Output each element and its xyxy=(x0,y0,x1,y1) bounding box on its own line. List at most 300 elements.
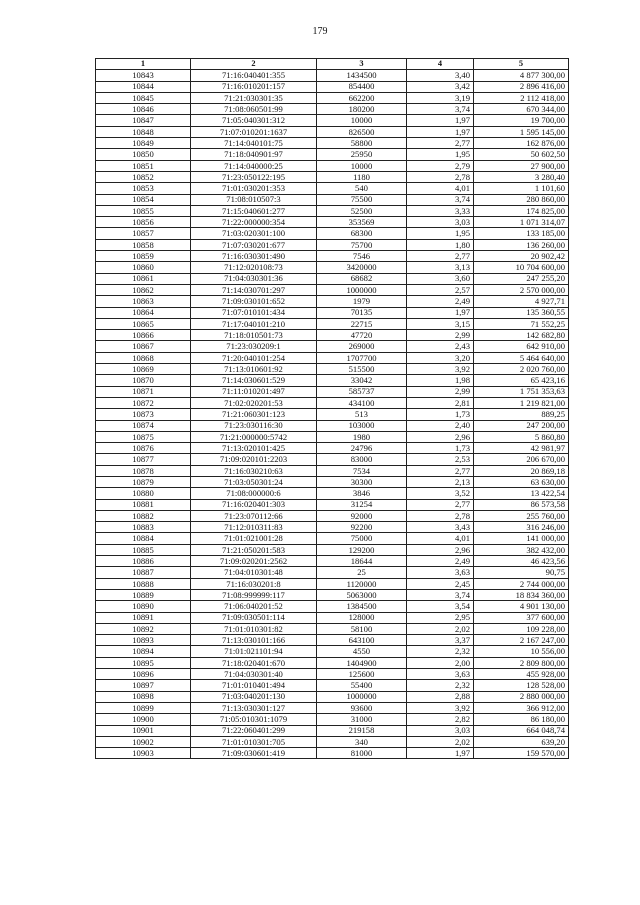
area-cell: 129200 xyxy=(317,544,407,555)
rate-cell: 1,80 xyxy=(407,239,474,250)
rate-cell: 3,60 xyxy=(407,273,474,284)
table-row xyxy=(96,589,569,600)
table-row xyxy=(96,228,569,239)
rate-cell: 3,63 xyxy=(407,669,474,680)
rate-cell: 2,99 xyxy=(407,386,474,397)
cadastral-number-cell: 71:13:030101:166 xyxy=(191,635,317,646)
table-row xyxy=(96,669,569,680)
area-cell: 643100 xyxy=(317,635,407,646)
cadastral-value-cell: 664 048,74 xyxy=(474,725,569,736)
record-number-cell: 10890 xyxy=(96,601,191,612)
cadastral-value-cell: 136 260,00 xyxy=(474,239,569,250)
area-cell: 269000 xyxy=(317,341,407,352)
record-number-cell: 10847 xyxy=(96,115,191,126)
record-number-cell: 10897 xyxy=(96,680,191,691)
table-row xyxy=(96,601,569,612)
record-number-cell: 10864 xyxy=(96,307,191,318)
area-cell: 1384500 xyxy=(317,601,407,612)
area-cell: 33042 xyxy=(317,375,407,386)
record-number-cell: 10856 xyxy=(96,217,191,228)
cadastral-number-cell: 71:09:030501:114 xyxy=(191,612,317,623)
record-number-cell: 10874 xyxy=(96,420,191,431)
cadastral-number-cell: 71:18:010501:73 xyxy=(191,330,317,341)
record-number-cell: 10871 xyxy=(96,386,191,397)
rate-cell: 2,13 xyxy=(407,476,474,487)
area-cell: 25 xyxy=(317,567,407,578)
area-cell: 10000 xyxy=(317,160,407,171)
area-cell: 81000 xyxy=(317,748,407,759)
cadastral-value-cell: 670 344,00 xyxy=(474,104,569,115)
cadastral-value-cell: 133 185,00 xyxy=(474,228,569,239)
table-row xyxy=(96,341,569,352)
cadastral-number-cell: 71:02:020201:53 xyxy=(191,397,317,408)
record-number-cell: 10862 xyxy=(96,284,191,295)
area-cell: 18644 xyxy=(317,556,407,567)
table-row xyxy=(96,510,569,521)
cadastral-value-cell: 247 255,20 xyxy=(474,273,569,284)
cadastral-number-cell: 71:01:010301:705 xyxy=(191,736,317,747)
area-cell: 1707700 xyxy=(317,352,407,363)
table-row xyxy=(96,657,569,668)
rate-cell: 3,03 xyxy=(407,725,474,736)
rate-cell: 2,78 xyxy=(407,510,474,521)
area-cell: 75700 xyxy=(317,239,407,250)
table-body xyxy=(96,70,569,759)
rate-cell: 2,88 xyxy=(407,691,474,702)
area-cell: 3420000 xyxy=(317,262,407,273)
record-number-cell: 10903 xyxy=(96,748,191,759)
rate-cell: 4,01 xyxy=(407,533,474,544)
cadastral-value-cell: 135 360,55 xyxy=(474,307,569,318)
cadastral-number-cell: 71:07:010101:434 xyxy=(191,307,317,318)
record-number-cell: 10879 xyxy=(96,476,191,487)
area-cell: 68682 xyxy=(317,273,407,284)
table-row xyxy=(96,194,569,205)
cadastral-number-cell: 71:18:020401:670 xyxy=(191,657,317,668)
table-row xyxy=(96,646,569,657)
cadastral-number-cell: 71:15:040601:277 xyxy=(191,205,317,216)
cadastral-number-cell: 71:16:040401:355 xyxy=(191,70,317,81)
area-cell: 1180 xyxy=(317,171,407,182)
area-cell: 75500 xyxy=(317,194,407,205)
cadastral-value-cell: 206 670,00 xyxy=(474,454,569,465)
cadastral-number-cell: 71:16:030210:63 xyxy=(191,465,317,476)
table-row xyxy=(96,409,569,420)
rate-cell: 3,19 xyxy=(407,92,474,103)
area-cell: 219158 xyxy=(317,725,407,736)
rate-cell: 1,97 xyxy=(407,126,474,137)
cadastral-number-cell: 71:16:020401:303 xyxy=(191,499,317,510)
area-cell: 854400 xyxy=(317,81,407,92)
table-row xyxy=(96,364,569,375)
cadastral-number-cell: 71:08:060501:99 xyxy=(191,104,317,115)
rate-cell: 2,40 xyxy=(407,420,474,431)
cadastral-value-cell: 46 423,56 xyxy=(474,556,569,567)
area-cell: 58800 xyxy=(317,138,407,149)
cadastral-number-cell: 71:16:030201:8 xyxy=(191,578,317,589)
cadastral-number-cell: 71:21:000000:5742 xyxy=(191,431,317,442)
record-number-cell: 10884 xyxy=(96,533,191,544)
cadastral-value-cell: 366 912,00 xyxy=(474,702,569,713)
area-cell: 826500 xyxy=(317,126,407,137)
table-row xyxy=(96,171,569,182)
rate-cell: 1,97 xyxy=(407,115,474,126)
table-row xyxy=(96,488,569,499)
area-cell: 83000 xyxy=(317,454,407,465)
rate-cell: 2,00 xyxy=(407,657,474,668)
cadastral-value-cell: 4 901 130,00 xyxy=(474,601,569,612)
record-number-cell: 10860 xyxy=(96,262,191,273)
cadastral-number-cell: 71:21:030301:35 xyxy=(191,92,317,103)
record-number-cell: 10896 xyxy=(96,669,191,680)
rate-cell: 1,73 xyxy=(407,443,474,454)
record-number-cell: 10861 xyxy=(96,273,191,284)
cadastral-number-cell: 71:23:050122:195 xyxy=(191,171,317,182)
area-cell: 25950 xyxy=(317,149,407,160)
area-cell: 92000 xyxy=(317,510,407,521)
area-cell: 75000 xyxy=(317,533,407,544)
rate-cell: 1,97 xyxy=(407,748,474,759)
table-row xyxy=(96,465,569,476)
cadastral-value-cell: 71 552,25 xyxy=(474,318,569,329)
rate-cell: 2,96 xyxy=(407,431,474,442)
cadastral-number-cell: 71:16:030301:490 xyxy=(191,251,317,262)
cadastral-number-cell: 71:07:010201:1637 xyxy=(191,126,317,137)
cadastral-number-cell: 71:01:010401:494 xyxy=(191,680,317,691)
table-row xyxy=(96,499,569,510)
record-number-cell: 10877 xyxy=(96,454,191,465)
cadastral-value-cell: 247 200,00 xyxy=(474,420,569,431)
area-cell: 22715 xyxy=(317,318,407,329)
cadastral-number-cell: 71:05:010301:1079 xyxy=(191,714,317,725)
record-number-cell: 10851 xyxy=(96,160,191,171)
cadastral-value-cell: 3 280,40 xyxy=(474,171,569,182)
table-row xyxy=(96,239,569,250)
table-row xyxy=(96,556,569,567)
cadastral-number-cell: 71:08:000000:6 xyxy=(191,488,317,499)
cadastral-number-cell: 71:01:021101:94 xyxy=(191,646,317,657)
cadastral-value-cell: 455 928,00 xyxy=(474,669,569,680)
area-cell: 1434500 xyxy=(317,70,407,81)
record-number-cell: 10868 xyxy=(96,352,191,363)
rate-cell: 2,81 xyxy=(407,397,474,408)
rate-cell: 3,42 xyxy=(407,81,474,92)
cadastral-number-cell: 71:03:050301:24 xyxy=(191,476,317,487)
cadastral-number-cell: 71:11:010201:497 xyxy=(191,386,317,397)
cadastral-value-cell: 65 423,16 xyxy=(474,375,569,386)
table-row xyxy=(96,183,569,194)
cadastral-value-table xyxy=(95,58,569,759)
rate-cell: 2,79 xyxy=(407,160,474,171)
cadastral-value-cell: 2 570 000,00 xyxy=(474,284,569,295)
cadastral-number-cell: 71:13:010601:92 xyxy=(191,364,317,375)
area-cell: 47720 xyxy=(317,330,407,341)
cadastral-value-cell: 19 700,00 xyxy=(474,115,569,126)
area-cell: 55400 xyxy=(317,680,407,691)
record-number-cell: 10888 xyxy=(96,578,191,589)
column-header-4: 4 xyxy=(407,59,474,70)
area-cell: 93600 xyxy=(317,702,407,713)
area-cell: 434100 xyxy=(317,397,407,408)
record-number-cell: 10892 xyxy=(96,623,191,634)
table-row xyxy=(96,725,569,736)
table-row xyxy=(96,307,569,318)
area-cell: 52500 xyxy=(317,205,407,216)
area-cell: 1000000 xyxy=(317,284,407,295)
record-number-cell: 10850 xyxy=(96,149,191,160)
cadastral-value-cell: 255 760,00 xyxy=(474,510,569,521)
cadastral-value-cell: 20 869,18 xyxy=(474,465,569,476)
rate-cell: 2,49 xyxy=(407,296,474,307)
table-row xyxy=(96,217,569,228)
rate-cell: 3,52 xyxy=(407,488,474,499)
record-number-cell: 10854 xyxy=(96,194,191,205)
rate-cell: 2,32 xyxy=(407,646,474,657)
record-number-cell: 10887 xyxy=(96,567,191,578)
table-row xyxy=(96,115,569,126)
record-number-cell: 10894 xyxy=(96,646,191,657)
cadastral-value-cell: 1 595 145,00 xyxy=(474,126,569,137)
rate-cell: 2,32 xyxy=(407,680,474,691)
area-cell: 1979 xyxy=(317,296,407,307)
rate-cell: 2,02 xyxy=(407,736,474,747)
table-row xyxy=(96,104,569,115)
rate-cell: 3,37 xyxy=(407,635,474,646)
cadastral-value-cell: 63 630,00 xyxy=(474,476,569,487)
record-number-cell: 10859 xyxy=(96,251,191,262)
cadastral-value-cell: 889,25 xyxy=(474,409,569,420)
table-row xyxy=(96,544,569,555)
table-row xyxy=(96,714,569,725)
area-cell: 103000 xyxy=(317,420,407,431)
area-cell: 31000 xyxy=(317,714,407,725)
cadastral-number-cell: 71:04:030301:36 xyxy=(191,273,317,284)
record-number-cell: 10843 xyxy=(96,70,191,81)
rate-cell: 3,92 xyxy=(407,364,474,375)
table-row xyxy=(96,691,569,702)
area-cell: 24796 xyxy=(317,443,407,454)
cadastral-value-cell: 18 834 360,00 xyxy=(474,589,569,600)
table-row xyxy=(96,748,569,759)
cadastral-value-cell: 86 573,58 xyxy=(474,499,569,510)
area-cell: 10000 xyxy=(317,115,407,126)
area-cell: 180200 xyxy=(317,104,407,115)
table-row xyxy=(96,522,569,533)
cadastral-number-cell: 71:03:020301:100 xyxy=(191,228,317,239)
table-row xyxy=(96,702,569,713)
rate-cell: 1,97 xyxy=(407,307,474,318)
cadastral-value-cell: 1 071 314,07 xyxy=(474,217,569,228)
area-cell: 662200 xyxy=(317,92,407,103)
cadastral-number-cell: 71:16:010201:157 xyxy=(191,81,317,92)
rate-cell: 2,49 xyxy=(407,556,474,567)
table-row xyxy=(96,533,569,544)
rate-cell: 3,54 xyxy=(407,601,474,612)
cadastral-number-cell: 71:03:040201:130 xyxy=(191,691,317,702)
table-row xyxy=(96,81,569,92)
record-number-cell: 10846 xyxy=(96,104,191,115)
rate-cell: 3,33 xyxy=(407,205,474,216)
area-cell: 5063000 xyxy=(317,589,407,600)
cadastral-number-cell: 71:18:040901:97 xyxy=(191,149,317,160)
cadastral-number-cell: 71:04:010301:48 xyxy=(191,567,317,578)
column-header-3: 3 xyxy=(317,59,407,70)
table-row xyxy=(96,635,569,646)
cadastral-number-cell: 71:23:030209:1 xyxy=(191,341,317,352)
cadastral-number-cell: 71:13:030301:127 xyxy=(191,702,317,713)
rate-cell: 3,40 xyxy=(407,70,474,81)
rate-cell: 2,99 xyxy=(407,330,474,341)
rate-cell: 3,63 xyxy=(407,567,474,578)
record-number-cell: 10889 xyxy=(96,589,191,600)
record-number-cell: 10885 xyxy=(96,544,191,555)
cadastral-number-cell: 71:08:010507:3 xyxy=(191,194,317,205)
record-number-cell: 10852 xyxy=(96,171,191,182)
record-number-cell: 10898 xyxy=(96,691,191,702)
rate-cell: 2,77 xyxy=(407,465,474,476)
table-row xyxy=(96,160,569,171)
area-cell: 58100 xyxy=(317,623,407,634)
table-row xyxy=(96,205,569,216)
cadastral-number-cell: 71:12:010311:83 xyxy=(191,522,317,533)
record-number-cell: 10867 xyxy=(96,341,191,352)
rate-cell: 3,20 xyxy=(407,352,474,363)
cadastral-number-cell: 71:21:060301:123 xyxy=(191,409,317,420)
table-row xyxy=(96,330,569,341)
table-row xyxy=(96,420,569,431)
record-number-cell: 10901 xyxy=(96,725,191,736)
cadastral-number-cell: 71:13:020101:425 xyxy=(191,443,317,454)
cadastral-number-cell: 71:14:040101:75 xyxy=(191,138,317,149)
table-row xyxy=(96,70,569,81)
cadastral-value-cell: 90,75 xyxy=(474,567,569,578)
cadastral-value-cell: 13 422,54 xyxy=(474,488,569,499)
area-cell: 1404900 xyxy=(317,657,407,668)
cadastral-value-cell: 639,20 xyxy=(474,736,569,747)
cadastral-value-cell: 2 896 416,00 xyxy=(474,81,569,92)
cadastral-value-cell: 42 981,97 xyxy=(474,443,569,454)
rate-cell: 3,03 xyxy=(407,217,474,228)
rate-cell: 1,95 xyxy=(407,149,474,160)
cadastral-value-cell: 2 744 000,00 xyxy=(474,578,569,589)
cadastral-value-cell: 316 246,00 xyxy=(474,522,569,533)
cadastral-number-cell: 71:23:070112:66 xyxy=(191,510,317,521)
cadastral-number-cell: 71:23:030116:30 xyxy=(191,420,317,431)
record-number-cell: 10881 xyxy=(96,499,191,510)
rate-cell: 2,95 xyxy=(407,612,474,623)
cadastral-value-cell: 159 570,00 xyxy=(474,748,569,759)
cadastral-value-cell: 2 112 418,00 xyxy=(474,92,569,103)
cadastral-value-cell: 10 556,00 xyxy=(474,646,569,657)
cadastral-value-cell: 5 464 640,00 xyxy=(474,352,569,363)
cadastral-number-cell: 71:14:040000:25 xyxy=(191,160,317,171)
cadastral-value-cell: 2 020 760,00 xyxy=(474,364,569,375)
rate-cell: 2,53 xyxy=(407,454,474,465)
table-row xyxy=(96,431,569,442)
cadastral-number-cell: 71:20:040101:254 xyxy=(191,352,317,363)
record-number-cell: 10895 xyxy=(96,657,191,668)
area-cell: 4550 xyxy=(317,646,407,657)
cadastral-number-cell: 71:12:020108:73 xyxy=(191,262,317,273)
area-cell: 515500 xyxy=(317,364,407,375)
table-row xyxy=(96,623,569,634)
record-number-cell: 10882 xyxy=(96,510,191,521)
record-number-cell: 10883 xyxy=(96,522,191,533)
record-number-cell: 10869 xyxy=(96,364,191,375)
area-cell: 353569 xyxy=(317,217,407,228)
table-row xyxy=(96,476,569,487)
area-cell: 3846 xyxy=(317,488,407,499)
record-number-cell: 10863 xyxy=(96,296,191,307)
cadastral-number-cell: 71:07:030201:677 xyxy=(191,239,317,250)
record-number-cell: 10865 xyxy=(96,318,191,329)
rate-cell: 2,43 xyxy=(407,341,474,352)
cadastral-value-cell: 4 927,71 xyxy=(474,296,569,307)
rate-cell: 2,02 xyxy=(407,623,474,634)
area-cell: 70135 xyxy=(317,307,407,318)
area-cell: 30300 xyxy=(317,476,407,487)
record-number-cell: 10872 xyxy=(96,397,191,408)
cadastral-number-cell: 71:04:030301:40 xyxy=(191,669,317,680)
record-number-cell: 10853 xyxy=(96,183,191,194)
table-row xyxy=(96,273,569,284)
rate-cell: 1,95 xyxy=(407,228,474,239)
area-cell: 513 xyxy=(317,409,407,420)
rate-cell: 2,57 xyxy=(407,284,474,295)
table-row xyxy=(96,318,569,329)
table-row xyxy=(96,578,569,589)
rate-cell: 2,77 xyxy=(407,138,474,149)
table-row xyxy=(96,567,569,578)
cadastral-value-cell: 10 704 600,00 xyxy=(474,262,569,273)
cadastral-number-cell: 71:01:030201:353 xyxy=(191,183,317,194)
record-number-cell: 10849 xyxy=(96,138,191,149)
record-number-cell: 10845 xyxy=(96,92,191,103)
area-cell: 7534 xyxy=(317,465,407,476)
record-number-cell: 10848 xyxy=(96,126,191,137)
cadastral-value-cell: 5 860,80 xyxy=(474,431,569,442)
rate-cell: 1,73 xyxy=(407,409,474,420)
rate-cell: 2,77 xyxy=(407,251,474,262)
rate-cell: 2,45 xyxy=(407,578,474,589)
rate-cell: 3,43 xyxy=(407,522,474,533)
record-number-cell: 10875 xyxy=(96,431,191,442)
record-number-cell: 10857 xyxy=(96,228,191,239)
table-row xyxy=(96,138,569,149)
record-number-cell: 10886 xyxy=(96,556,191,567)
cadastral-value-cell: 142 682,80 xyxy=(474,330,569,341)
area-cell: 340 xyxy=(317,736,407,747)
column-header-1: 1 xyxy=(96,59,191,70)
area-cell: 68300 xyxy=(317,228,407,239)
cadastral-value-cell: 27 900,00 xyxy=(474,160,569,171)
rate-cell: 3,15 xyxy=(407,318,474,329)
table-row xyxy=(96,262,569,273)
record-number-cell: 10878 xyxy=(96,465,191,476)
cadastral-value-cell: 86 180,00 xyxy=(474,714,569,725)
area-cell: 1120000 xyxy=(317,578,407,589)
cadastral-value-cell: 20 902,42 xyxy=(474,251,569,262)
area-cell: 92200 xyxy=(317,522,407,533)
cadastral-number-cell: 71:21:050201:583 xyxy=(191,544,317,555)
record-number-cell: 10873 xyxy=(96,409,191,420)
area-cell: 585737 xyxy=(317,386,407,397)
record-number-cell: 10858 xyxy=(96,239,191,250)
cadastral-value-cell: 141 000,00 xyxy=(474,533,569,544)
table-row xyxy=(96,284,569,295)
area-cell: 125600 xyxy=(317,669,407,680)
cadastral-value-cell: 377 600,00 xyxy=(474,612,569,623)
